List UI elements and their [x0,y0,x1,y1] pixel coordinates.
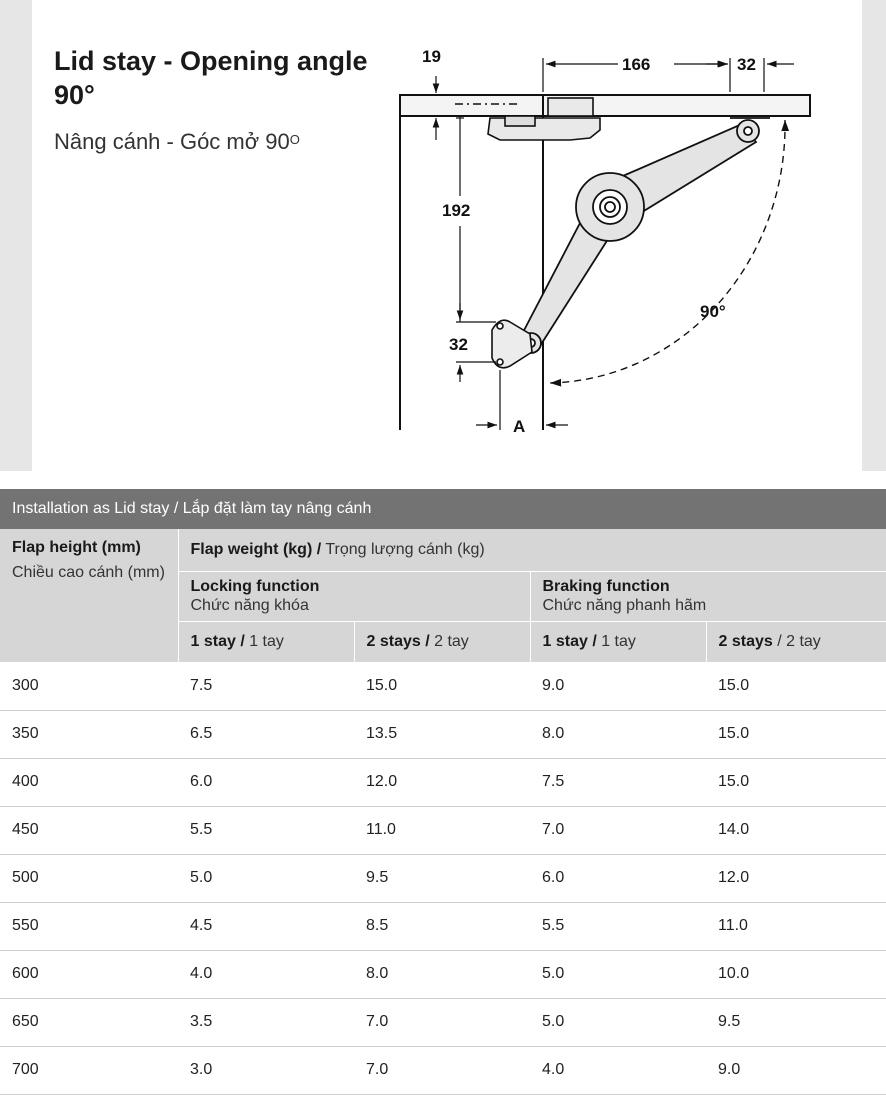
opening-angle-label: 90° [700,302,726,321]
table-cell: 5.0 [530,950,706,998]
table-cell: 350 [0,710,178,758]
table-cell: 3.5 [178,998,354,1046]
table-cell: 3.0 [178,1046,354,1094]
table-row [0,758,886,806]
table-cell: 9.0 [706,1046,886,1094]
table-cell: 4.0 [178,950,354,998]
subheader-label-vi: / 2 tay [772,632,821,650]
braking-function-header [530,571,886,621]
table-cell: 10.0 [706,950,886,998]
table-caption: Installation as Lid stay / Lắp đặt làm tay nâng cánh [0,489,886,529]
table-cell: 400 [0,758,178,806]
table-cell: 15.0 [706,710,886,758]
table-cell: 300 [0,662,178,710]
table-cell: 450 [0,806,178,854]
dimension-a: A [513,417,526,436]
table-cell: 14.0 [706,806,886,854]
table-cell: 6.0 [178,758,354,806]
locking-function-header [178,571,530,621]
table-cell: 550 [0,902,178,950]
subheader-label-vi: 1 tay [244,632,284,650]
table-cell: 13.5 [354,710,530,758]
subheader-braking-2-stays [706,621,886,662]
subtitle-text: Nâng cánh - Góc mở 90 [54,129,290,154]
subheader-label: 1 stay / [190,632,245,650]
table-cell: 15.0 [354,662,530,710]
table-row [0,662,886,710]
subheader-label-vi: 1 tay [596,632,636,650]
table-cell: 4.5 [178,902,354,950]
table-cell: 6.0 [530,854,706,902]
table-cell: 4.0 [530,1046,706,1094]
flap-height-header [0,529,178,662]
table-cell: 500 [0,854,178,902]
table-row [0,998,886,1046]
table-row [0,806,886,854]
table-cell: 7.0 [530,806,706,854]
stay-mechanism [520,118,770,353]
table-cell: 12.0 [706,854,886,902]
table-cell: 5.0 [178,854,354,902]
table-cell: 9.5 [706,998,886,1046]
table-row [0,710,886,758]
table-cell: 11.0 [354,806,530,854]
table-cell: 5.0 [530,998,706,1046]
table-cell: 7.5 [530,758,706,806]
table-cell: 7.0 [354,1046,530,1094]
dimension-192: 192 [442,201,471,220]
specification-table [0,489,886,1095]
table-cell: 600 [0,950,178,998]
braking-function-label-vi: Chức năng phanh hãm [542,597,707,614]
table-cell: 12.0 [354,758,530,806]
subheader-label: 2 stays / [366,632,430,650]
flap-height-label: Flap height (mm) [12,539,141,556]
table-cell: 5.5 [530,902,706,950]
subheader-braking-1-stay [530,621,706,662]
table-cell: 700 [0,1046,178,1094]
subheader-label: 1 stay / [542,632,597,650]
table-cell: 9.5 [354,854,530,902]
dimension-166: 166 [622,55,651,74]
table-cell: 7.5 [178,662,354,710]
braking-function-label: Braking function [542,578,670,595]
dimension-19: 19 [422,47,441,66]
table-cell: 7.0 [354,998,530,1046]
subheader-locking-2-stays [354,621,530,662]
table-cell: 15.0 [706,758,886,806]
table-row [0,902,886,950]
table-cell: 8.0 [354,950,530,998]
page-title: Lid stay - Opening angle 90° [54,46,368,110]
table-cell: 5.5 [178,806,354,854]
lid-stay-drawing [0,0,886,471]
table-cell: 11.0 [706,902,886,950]
locking-function-label: Locking function [190,578,320,595]
subheader-label-vi: 2 tay [429,632,469,650]
table-caption-row [0,489,886,529]
table-cell: 8.5 [354,902,530,950]
flap-weight-header [178,529,886,571]
table-cell: 15.0 [706,662,886,710]
table-cell: 8.0 [530,710,706,758]
table-row [0,1046,886,1094]
locking-function-label-vi: Chức năng khóa [190,597,309,614]
table-row [0,950,886,998]
dimension-32-top: 32 [737,55,756,74]
flap-height-label-vi: Chiều cao cánh (mm) [12,564,165,581]
table-cell: 9.0 [530,662,706,710]
header-row-1 [0,529,886,571]
flap-weight-label-vi: Trọng lượng cánh (kg) [321,540,485,558]
table-row [0,854,886,902]
dimension-32-left: 32 [449,335,468,354]
subheader-label: 2 stays [718,632,773,650]
flap-weight-label: Flap weight (kg) / [190,540,322,558]
subheader-locking-1-stay [178,621,354,662]
table-cell: 650 [0,998,178,1046]
subtitle-degree-mark: O [289,132,300,147]
table-cell: 6.5 [178,710,354,758]
